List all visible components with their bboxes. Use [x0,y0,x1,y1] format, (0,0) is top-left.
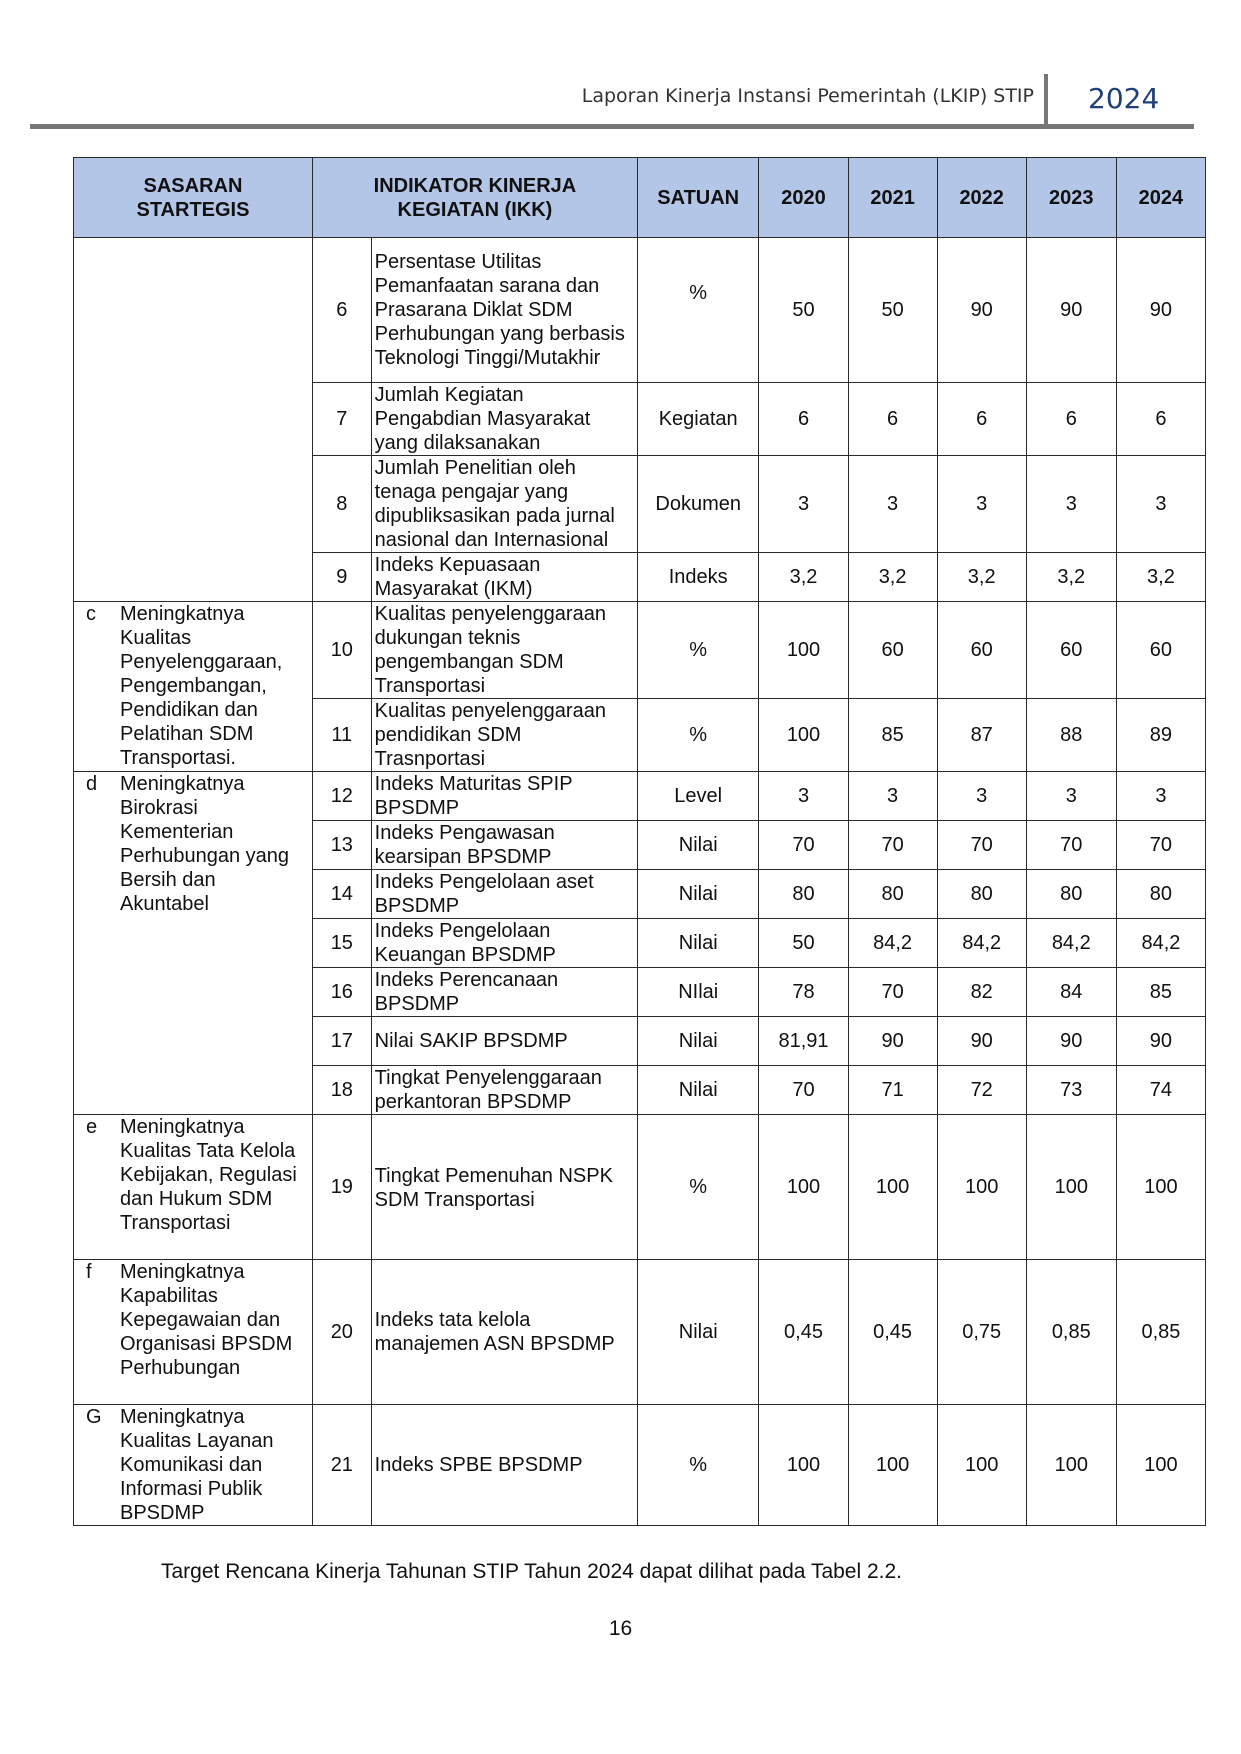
value-2024: 85 [1116,968,1205,1017]
value-2021: 50 [848,238,937,383]
value-2022: 87 [937,699,1026,772]
unit-cell: % [637,1115,759,1260]
indicator-text: Kualitas penyelenggaraan pendidikan SDM Trasnportasi [371,699,637,772]
sasaran-letter: d [86,773,98,795]
table-reference-note: Target Rencana Kinerja Tahunan STIP Tahun 2024 dapat dilihat pada Tabel 2.2. [161,1560,903,1583]
value-2024: 3,2 [1116,553,1205,602]
row-number: 11 [312,699,371,772]
header-2021: 2021 [848,158,937,238]
value-2024: 100 [1116,1405,1205,1526]
unit-cell: % [637,1405,759,1526]
indicator-text: Indeks Kepuasaan Masyarakat (IKM) [371,553,637,602]
value-2022: 70 [937,821,1026,870]
unit-cell: Nilai [637,1066,759,1115]
indicator-text: Indeks Perencanaan BPSDMP [371,968,637,1017]
value-2021: 3,2 [848,553,937,602]
sasaran-letter: f [86,1261,92,1283]
unit-cell: Nilai [637,870,759,919]
row-number: 9 [312,553,371,602]
value-2020: 3,2 [759,553,848,602]
value-2024: 60 [1116,602,1205,699]
value-2021: 100 [848,1405,937,1526]
header-2024: 2024 [1116,158,1205,238]
indicator-text: Tingkat Penyelenggaraan perkantoran BPSDMP [371,1066,637,1115]
value-2024: 80 [1116,870,1205,919]
value-2024: 84,2 [1116,919,1205,968]
table-row [74,1405,1206,1526]
value-2020: 100 [759,699,848,772]
value-2020: 100 [759,1115,848,1260]
value-2020: 6 [759,383,848,456]
sasaran-cell-continued [74,238,313,602]
table-row [74,1115,1206,1260]
value-2020: 100 [759,1405,848,1526]
value-2024: 3 [1116,456,1205,553]
sasaran-cell-d [74,772,313,1115]
header-2023: 2023 [1026,158,1116,238]
row-number: 21 [312,1405,371,1526]
indicator-text: Indeks Pengelolaan aset BPSDMP [371,870,637,919]
indicator-text: Indeks Pengawasan kearsipan BPSDMP [371,821,637,870]
value-2020: 3 [759,456,848,553]
value-2024: 70 [1116,821,1205,870]
value-2024: 6 [1116,383,1205,456]
value-2021: 0,45 [848,1260,937,1405]
table-row [74,602,1206,699]
report-title: Laporan Kinerja Instansi Pemerintah (LKIP) STIP [581,85,1034,107]
row-number: 18 [312,1066,371,1115]
value-2024: 90 [1116,1017,1205,1066]
value-2023: 73 [1026,1066,1116,1115]
sasaran-cell-f [74,1260,313,1405]
value-2021: 80 [848,870,937,919]
value-2024: 0,85 [1116,1260,1205,1405]
row-number: 17 [312,1017,371,1066]
value-2023: 100 [1026,1115,1116,1260]
unit-cell: % [637,238,759,383]
indicator-text: Indeks Pengelolaan Keuangan BPSDMP [371,919,637,968]
value-2024: 90 [1116,238,1205,383]
row-number: 8 [312,456,371,553]
sasaran-text: Meningkatnya Birokrasi Kementerian Perhubungan yang Bersih dan Akuntabel [120,773,290,915]
unit-cell: % [637,699,759,772]
value-2023: 90 [1026,1017,1116,1066]
report-year: 2024 [1088,82,1160,115]
value-2022: 82 [937,968,1026,1017]
value-2020: 81,91 [759,1017,848,1066]
header-sasaran: SASARAN STARTEGIS [74,158,313,238]
value-2022: 90 [937,238,1026,383]
unit-cell: Dokumen [637,456,759,553]
value-2020: 0,45 [759,1260,848,1405]
row-number: 13 [312,821,371,870]
value-2023: 3 [1026,772,1116,821]
value-2023: 88 [1026,699,1116,772]
value-2023: 80 [1026,870,1116,919]
value-2022: 72 [937,1066,1026,1115]
table-header-row [74,158,1206,238]
header-satuan: SATUAN [637,158,759,238]
value-2022: 100 [937,1405,1026,1526]
row-number: 20 [312,1260,371,1405]
value-2024: 3 [1116,772,1205,821]
row-number: 10 [312,602,371,699]
value-2022: 3,2 [937,553,1026,602]
unit-cell: Nilai [637,821,759,870]
value-2023: 90 [1026,238,1116,383]
header-2022: 2022 [937,158,1026,238]
value-2020: 50 [759,919,848,968]
value-2022: 80 [937,870,1026,919]
value-2023: 60 [1026,602,1116,699]
header-2020: 2020 [759,158,848,238]
value-2020: 80 [759,870,848,919]
unit-cell: Level [637,772,759,821]
value-2022: 84,2 [937,919,1026,968]
value-2021: 85 [848,699,937,772]
value-2022: 0,75 [937,1260,1026,1405]
header-rule [30,124,1194,129]
value-2023: 3,2 [1026,553,1116,602]
row-number: 14 [312,870,371,919]
header-divider [1044,74,1048,128]
sasaran-text: Meningkatnya Kualitas Tata Kelola Kebijakan, Regulasi dan Hukum SDM Transportasi [120,1116,297,1234]
value-2020: 70 [759,1066,848,1115]
sasaran-cell-e [74,1115,313,1260]
sasaran-text: Meningkatnya Kualitas Layanan Komunikasi dan Informasi Publik BPSDMP [120,1406,274,1524]
indicator-text: Indeks SPBE BPSDMP [371,1405,637,1526]
value-2021: 100 [848,1115,937,1260]
sasaran-text: Meningkatnya Kualitas Penyelenggaraan, Pengembangan, Pendidikan dan Pelatihan SDM Transportasi. [120,603,283,769]
row-number: 15 [312,919,371,968]
indicator-text: Jumlah Penelitian oleh tenaga pengajar yang dipubliksasikan pada jurnal nasional dan Internasional [371,456,637,553]
row-number: 16 [312,968,371,1017]
value-2023: 84 [1026,968,1116,1017]
value-2020: 100 [759,602,848,699]
value-2020: 3 [759,772,848,821]
sasaran-letter: G [86,1406,102,1428]
row-number: 12 [312,772,371,821]
value-2020: 78 [759,968,848,1017]
table-row [74,1260,1206,1405]
sasaran-letter: e [86,1116,98,1138]
value-2020: 50 [759,238,848,383]
indicator-text: Nilai SAKIP BPSDMP [371,1017,637,1066]
value-2022: 6 [937,383,1026,456]
unit-cell: Nilai [637,919,759,968]
sasaran-cell-g [74,1405,313,1526]
page-number: 16 [608,1617,633,1640]
value-2020: 70 [759,821,848,870]
unit-cell: % [637,602,759,699]
table-row [74,238,1206,383]
value-2021: 3 [848,772,937,821]
value-2021: 3 [848,456,937,553]
unit-cell: Nilai [637,1017,759,1066]
value-2021: 71 [848,1066,937,1115]
value-2022: 60 [937,602,1026,699]
row-number: 7 [312,383,371,456]
indicator-text: Indeks tata kelola manajemen ASN BPSDMP [371,1260,637,1405]
value-2021: 60 [848,602,937,699]
value-2024: 89 [1116,699,1205,772]
value-2021: 84,2 [848,919,937,968]
unit-cell: Kegiatan [637,383,759,456]
indicator-text: Kualitas penyelenggaraan dukungan teknis pengembangan SDM Transportasi [371,602,637,699]
unit-cell: Nilai [637,1260,759,1405]
value-2023: 0,85 [1026,1260,1116,1405]
indicator-text: Persentase Utilitas Pemanfaatan sarana dan Prasarana Diklat SDM Perhubungan yang berbasis Teknologi Tinggi/Mutakhir [371,238,637,383]
value-2021: 70 [848,821,937,870]
value-2021: 90 [848,1017,937,1066]
value-2023: 84,2 [1026,919,1116,968]
value-2022: 100 [937,1115,1026,1260]
indicator-text: Indeks Maturitas SPIP BPSDMP [371,772,637,821]
value-2023: 100 [1026,1405,1116,1526]
header-ikk: INDIKATOR KINERJA KEGIATAN (IKK) [312,158,637,238]
value-2024: 100 [1116,1115,1205,1260]
indicator-text: Jumlah Kegiatan Pengabdian Masyarakat yang dilaksanakan [371,383,637,456]
row-number: 6 [312,238,371,383]
value-2021: 6 [848,383,937,456]
unit-cell: Indeks [637,553,759,602]
performance-indicator-table [73,157,1206,1526]
unit-cell: NIlai [637,968,759,1017]
sasaran-text: Meningkatnya Kapabilitas Kepegawaian dan Organisasi BPSDM Perhubungan [120,1261,293,1379]
value-2022: 3 [937,772,1026,821]
value-2023: 3 [1026,456,1116,553]
value-2021: 70 [848,968,937,1017]
value-2023: 6 [1026,383,1116,456]
value-2024: 74 [1116,1066,1205,1115]
indicator-text: Tingkat Pemenuhan NSPK SDM Transportasi [371,1115,637,1260]
row-number: 19 [312,1115,371,1260]
sasaran-letter: c [86,603,96,625]
value-2022: 3 [937,456,1026,553]
sasaran-cell-c [74,602,313,772]
value-2022: 90 [937,1017,1026,1066]
value-2023: 70 [1026,821,1116,870]
table-row [74,772,1206,821]
